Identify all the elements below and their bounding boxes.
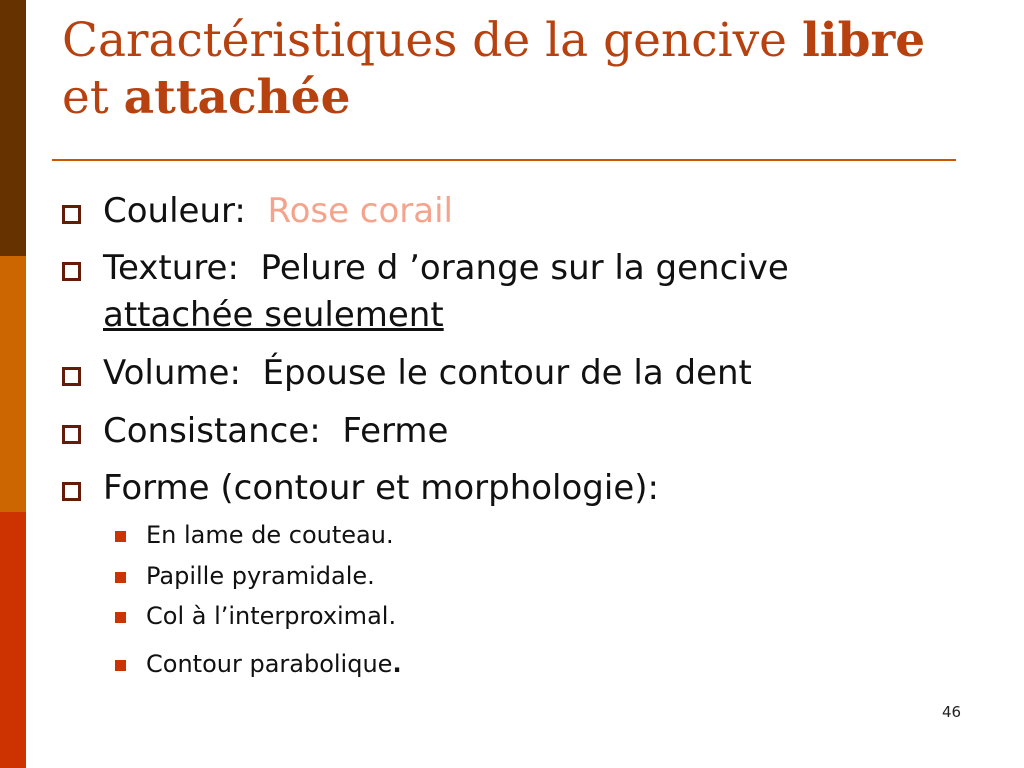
sidebar-band-brown — [0, 0, 26, 256]
bullet-value: Épouse le contour de la dent — [262, 353, 752, 393]
sub-bullet-text: Papille pyramidale. — [146, 562, 375, 590]
title-text-2: et — [62, 70, 124, 125]
filled-square-bullet-icon — [115, 612, 126, 623]
bullet-continuation-underlined: attachée seulement — [103, 295, 444, 335]
hollow-square-bullet-icon — [62, 367, 81, 386]
page-number: 46 — [942, 703, 962, 721]
bullet-text — [103, 188, 453, 234]
sidebar-color-bands — [0, 0, 26, 768]
bullet-text — [103, 350, 752, 396]
hollow-square-bullet-icon — [62, 262, 81, 281]
filled-square-bullet-icon — [115, 660, 126, 671]
hollow-square-bullet-icon — [62, 482, 81, 501]
title-divider — [52, 159, 956, 161]
title-bold-libre: libre — [801, 13, 926, 68]
filled-square-bullet-icon — [115, 572, 126, 583]
sub-bullet-period: . — [392, 650, 402, 678]
bullet-text — [103, 245, 789, 291]
title-line-1 — [62, 12, 962, 69]
bullet-value-highlight: Rose corail — [267, 191, 454, 231]
hollow-square-bullet-icon — [62, 205, 81, 224]
sub-bullet-text: En lame de couteau. — [146, 521, 394, 549]
sidebar-band-red — [0, 512, 26, 768]
title-text-1: Caractéristiques de la gencive — [62, 13, 802, 68]
bullet-value: Ferme — [342, 411, 449, 451]
sidebar-band-orange — [0, 256, 26, 512]
hollow-square-bullet-icon — [62, 425, 81, 444]
filled-square-bullet-icon — [115, 531, 126, 542]
sub-bullet-text — [146, 648, 402, 680]
bullet-value: Pelure d ’orange sur la gencive — [260, 248, 789, 288]
bullet-label: Texture: — [103, 248, 239, 288]
sub-bullet-contour-text: Contour parabolique — [146, 650, 393, 678]
title-bold-attachee: attachée — [123, 70, 351, 125]
slide-title — [62, 12, 962, 126]
sub-bullet-text: Col à l’interproximal. — [146, 602, 397, 630]
bullet-label: Couleur: — [103, 191, 246, 231]
bullet-label: Consistance: — [103, 411, 321, 451]
bullet-text — [103, 408, 448, 454]
title-line-2 — [62, 69, 962, 126]
bullet-label: Forme (contour et morphologie): — [103, 468, 659, 508]
bullet-label: Volume: — [103, 353, 241, 393]
